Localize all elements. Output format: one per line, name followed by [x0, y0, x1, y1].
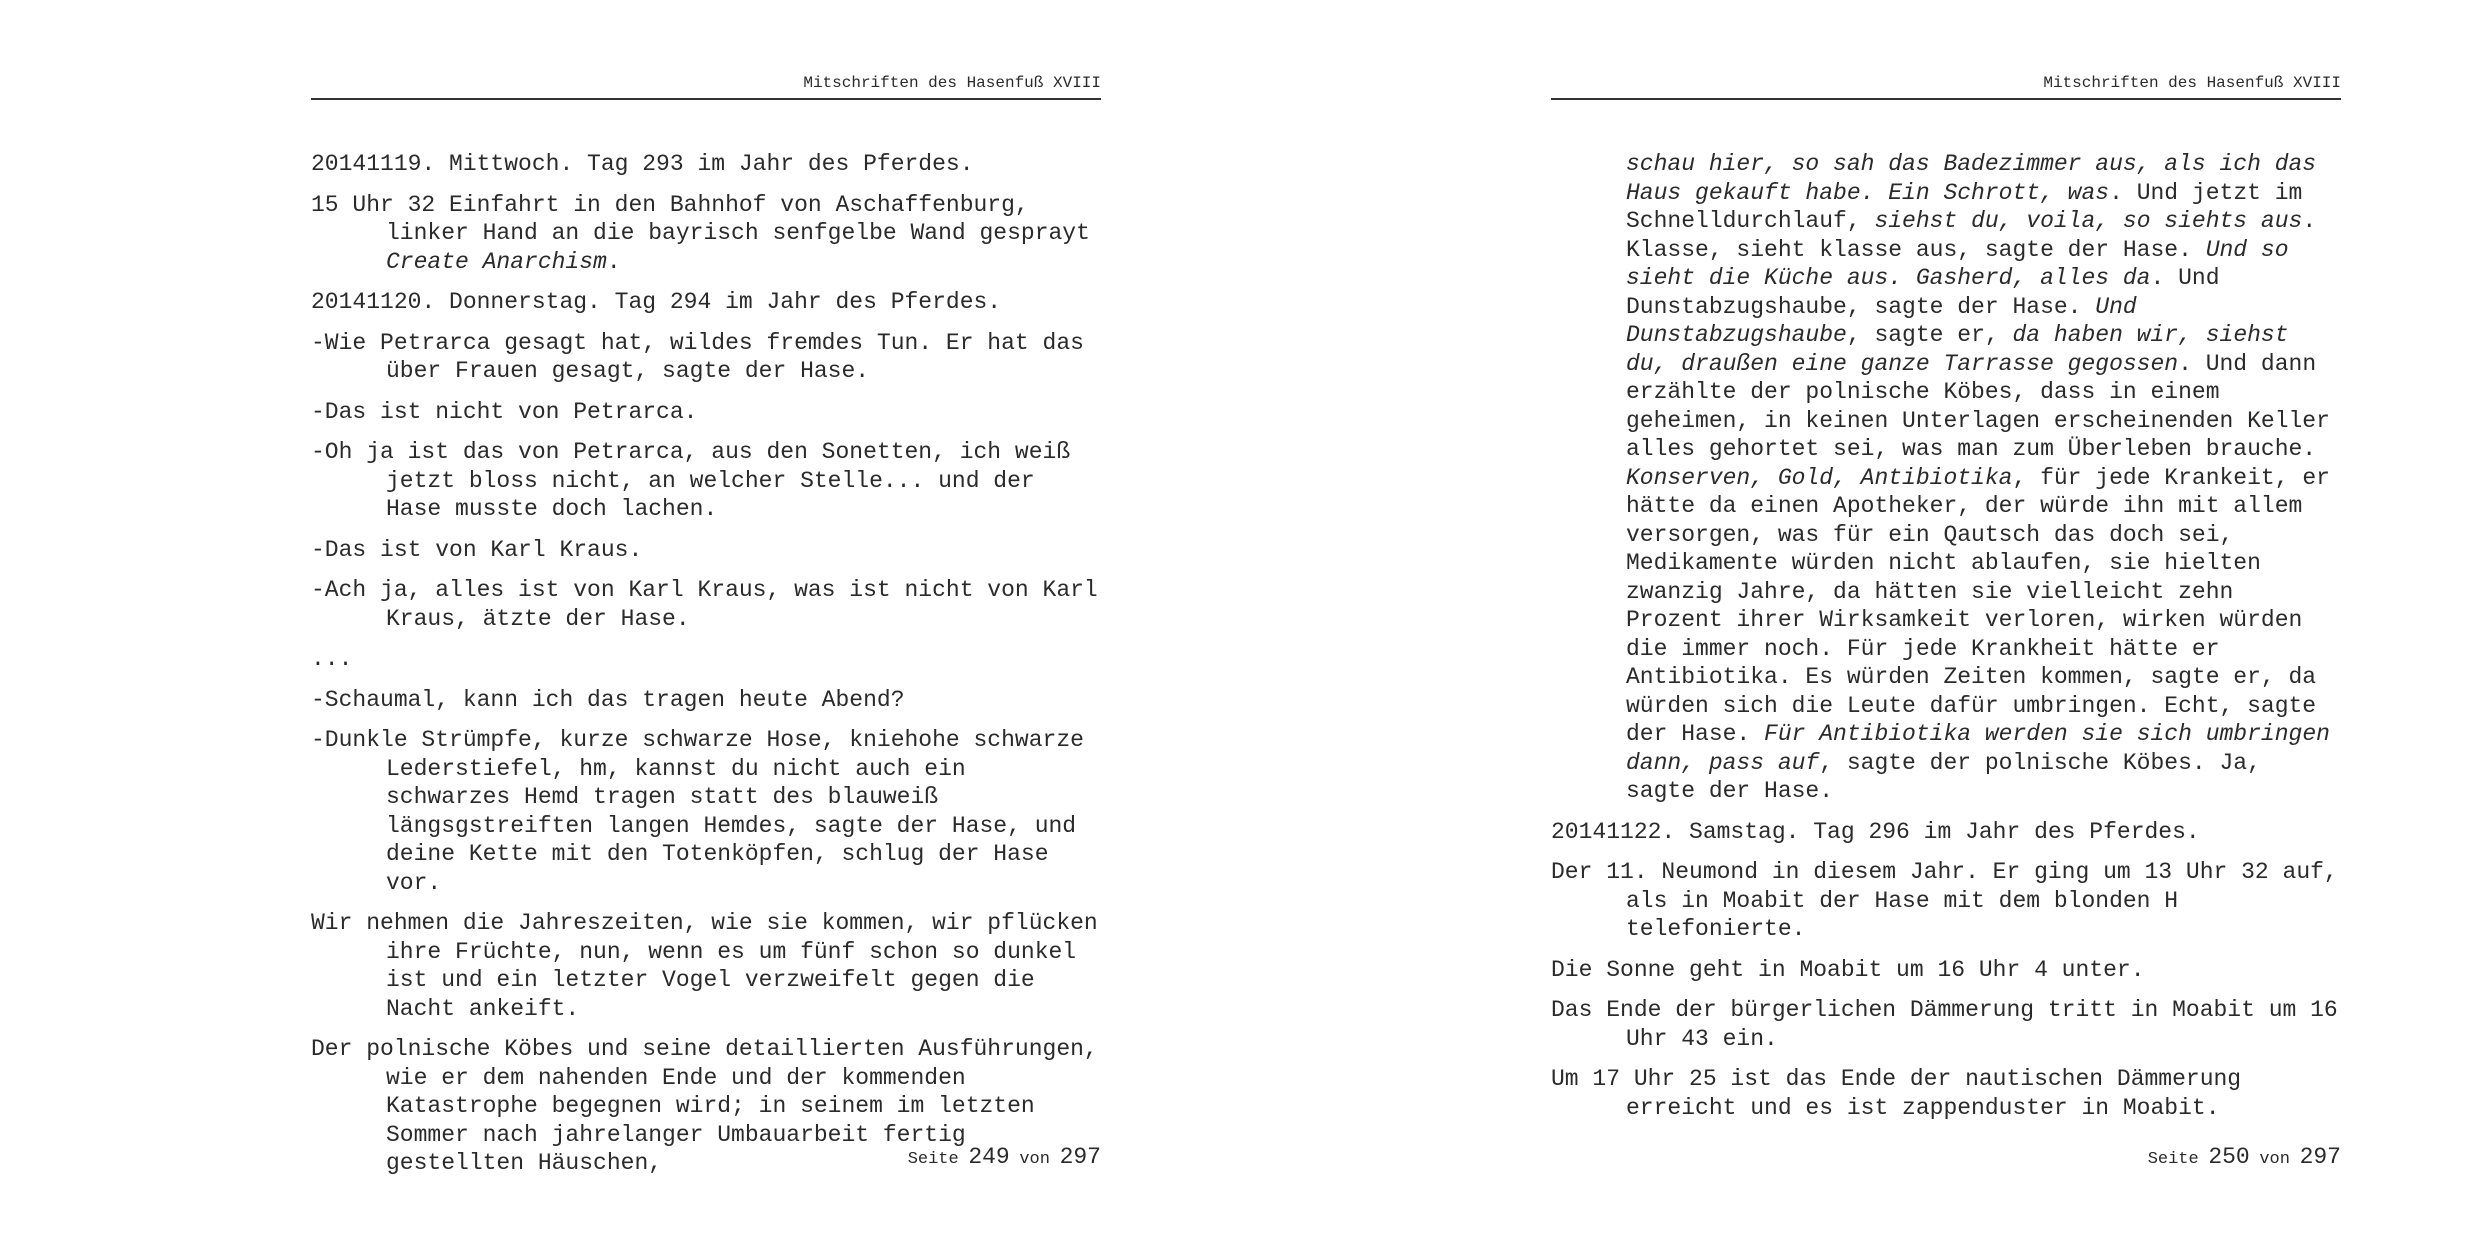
italic-text: Und so sieht die Küche aus. Gasherd, alles da [1626, 236, 2289, 291]
page-body [1551, 150, 2341, 1134]
text-run: 20141122. Samstag. Tag 296 im Jahr des Pferdes. [1551, 818, 2200, 845]
text-run: 20141119. Mittwoch. Tag 293 im Jahr des Pferdes. [311, 151, 974, 177]
text-run: -Das ist von Karl Kraus. [311, 536, 643, 563]
footer-page-number: 250 [2208, 1144, 2250, 1170]
text-run: -Schaumal, kann ich das tragen heute Abend? [311, 686, 905, 713]
text-run: Um 17 Uhr 25 ist das Ende der nautischen Dämmerung erreicht und es ist zappenduster in Moabit. [1551, 1066, 2242, 1121]
italic-text: Konserven, Gold, Antibiotika [1626, 464, 2013, 491]
text-paragraph [1551, 1065, 2341, 1122]
text-paragraph [311, 576, 1101, 633]
text-run: , sagte der polnische Köbes. Ja, sagte der Hase. [1626, 749, 2261, 804]
italic-text: da haben wir, siehst du, draußen eine ganze Tarrasse gegossen [1626, 322, 2289, 377]
italic-text: Für Antibiotika werden sie sich umbringen dann, pass auf [1626, 721, 2330, 776]
running-header: Mitschriften des Hasenfuß XVIII [1551, 72, 2341, 100]
text-run: . [606, 248, 621, 275]
text-run: Der polnische Köbes und seine detaillierten Ausführungen, wie er dem nahenden Ende und der kommenden Katastrophe begegnen wird; in seinem im letzten Sommer nach jahrelanger Umbauarbeit fertig gestellten Häuschen, [311, 1036, 1098, 1176]
footer-total-pages: 297 [1059, 1144, 1101, 1170]
text-paragraph [311, 191, 1101, 277]
text-run: . Klasse, sieht klasse aus, sagte der Hase. [1626, 208, 2317, 263]
text-run: 20141120. Donnerstag. Tag 294 im Jahr des Pferdes. [311, 289, 1002, 315]
text-run: ... [311, 646, 353, 672]
text-paragraph [1551, 150, 2341, 806]
text-run: 15 Uhr 32 Einfahrt in den Bahnhof von Aschaffenburg, linker Hand an die bayrisch senfgelbe Wand gesprayt [311, 191, 1090, 246]
text-run: Das Ende der bürgerlichen Dämmerung tritt in Moabit um 16 Uhr 43 ein. [1551, 997, 2338, 1052]
footer-separator: von [1019, 1150, 1050, 1169]
footer-page-number: 249 [968, 1144, 1010, 1170]
text-paragraph [311, 909, 1101, 1023]
running-header: Mitschriften des Hasenfuß XVIII [311, 72, 1101, 100]
text-run: . Und Dunstabzugshaube, sagte der Hase. [1626, 265, 2220, 320]
italic-text: schau hier, so sah das Badezimmer aus, als ich das Haus gekauft habe. Ein Schrott, was [1626, 151, 2317, 206]
page-footer [311, 1144, 1101, 1170]
italic-text: Create Anarchism [386, 248, 607, 275]
text-paragraph [311, 645, 1101, 674]
text-paragraph [311, 726, 1101, 897]
text-paragraph [1551, 858, 2341, 944]
text-paragraph [311, 329, 1101, 386]
text-run: -Wie Petrarca gesagt hat, wildes fremdes Tun. Er hat das über Frauen gesagt, sagte der Hase. [311, 329, 1084, 384]
text-run: , für jede Krankeit, er hätte da einen Apotheker, der würde ihn mit allem versorgen, was für ein Qautsch das doch sei, Medikamente würden nicht ablaufen, sie hielten zwanzig Jahre, da hätten sie vielleicht zehn Prozent ihrer Wirksamkeit verloren, wirken würden die immer noch. Für jede Krankheit hätte er Antibiotika. Es würden Zeiten kommen, sagte er, da würden sich die Leute dafür umbringen. Echt, sagte der Hase. [1626, 464, 2330, 747]
text-run: -Oh ja ist das von Petrarca, aus den Sonetten, ich weiß jetzt bloss nicht, an welcher Stelle... und der Hase musste doch lachen. [311, 439, 1071, 522]
right-page [1240, 0, 2480, 1240]
italic-text: siehst du, voila, so siehts aus [1874, 208, 2303, 234]
text-run: . Und jetzt im Schnelldurchlauf, [1626, 179, 2303, 234]
text-paragraph [311, 438, 1101, 524]
text-run: . Und dann erzählte der polnische Köbes, dass in einem geheimen, in keinen Unterlagen erscheinenden Keller alles gehortet sei, was man zum Überleben brauche. [1626, 350, 2330, 462]
footer-prefix: Seite [2147, 1150, 2199, 1169]
text-run: -Das ist nicht von Petrarca. [311, 398, 698, 425]
italic-text: Und Dunstabzugshaube [1626, 293, 2137, 348]
page-body [311, 150, 1101, 1190]
page-footer [1551, 1144, 2341, 1170]
footer-total-pages: 297 [2299, 1144, 2341, 1170]
text-paragraph [1551, 996, 2341, 1053]
text-paragraph [311, 686, 1101, 715]
footer-separator: von [2259, 1150, 2290, 1169]
text-run: , sagte er, [1846, 322, 2013, 348]
text-run: -Dunkle Strümpfe, kurze schwarze Hose, kniehohe schwarze Lederstiefel, hm, kannst du nicht auch ein schwarzes Hemd tragen statt des blauweiß längsgstreiften langen Hemdes, sagte der Hase, und deine Kette mit den Totenköpfen, schlug der Hase vor. [311, 727, 1084, 896]
text-paragraph [311, 288, 1101, 317]
text-paragraph [311, 398, 1101, 427]
text-paragraph [311, 536, 1101, 565]
text-run: Die Sonne geht in Moabit um 16 Uhr 4 unter. [1551, 956, 2145, 983]
text-run: -Ach ja, alles ist von Karl Kraus, was ist nicht von Karl Kraus, ätzte der Hase. [311, 577, 1098, 632]
text-paragraph [311, 150, 1101, 179]
text-run: Der 11. Neumond in diesem Jahr. Er ging um 13 Uhr 32 auf, als in Moabit der Hase mit dem blonden H telefonierte. [1551, 859, 2338, 942]
text-run: Wir nehmen die Jahreszeiten, wie sie kommen, wir pflücken ihre Früchte, nun, wenn es um fünf schon so dunkel ist und ein letzter Vogel verzweifelt gegen die Nacht ankeift. [311, 910, 1098, 1022]
footer-prefix: Seite [907, 1150, 959, 1169]
text-paragraph [1551, 818, 2341, 847]
text-paragraph [1551, 956, 2341, 985]
